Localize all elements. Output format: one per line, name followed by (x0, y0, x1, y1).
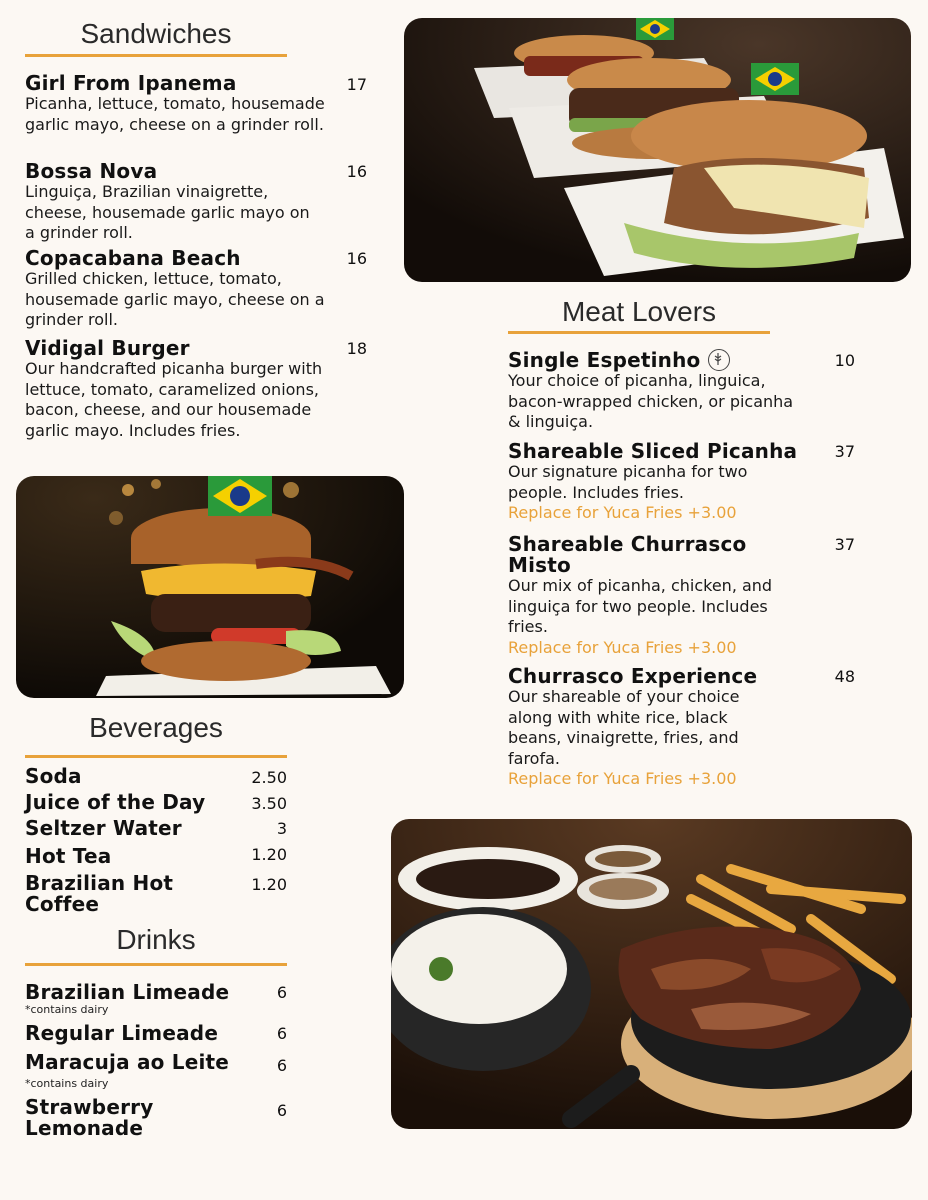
item-price: 1.20 (251, 875, 287, 894)
beverage-soda (25, 766, 235, 787)
dairy-note: *contains dairy (25, 1077, 109, 1090)
item-price: 2.50 (251, 768, 287, 787)
item-price: 3.50 (251, 794, 287, 813)
drinks-rule (25, 963, 287, 966)
burger-photo (16, 476, 404, 698)
item-price: 18 (346, 339, 367, 358)
item-name: Shareable Sliced Picanha (508, 439, 798, 463)
gluten-free-icon (708, 349, 730, 371)
item-name: Brazilian Limeade (25, 980, 230, 1004)
meat-lovers-title: Meat Lovers (561, 296, 717, 327)
menu-item-girl-from-ipanema (25, 73, 333, 135)
item-name: Vidigal Burger (25, 336, 190, 360)
item-name: Brazilian Hot Coffee (25, 871, 174, 916)
sandwiches-rule (25, 54, 287, 57)
item-price: 16 (346, 249, 367, 268)
item-name: Copacabana Beach (25, 246, 241, 270)
drink-brazilian-limeade (25, 982, 265, 1016)
item-name: Seltzer Water (25, 816, 182, 840)
item-price: 6 (276, 983, 287, 1002)
menu-item-bossa-nova (25, 161, 315, 244)
item-name: Strawberry Lemonade (25, 1095, 154, 1140)
item-description: Our signature picanha for two people. Includes fries. (508, 462, 748, 502)
item-price: 1.20 (251, 845, 287, 864)
beverage-hot-tea (25, 846, 235, 867)
item-name: Girl From Ipanema (25, 71, 237, 95)
item-price: 48 (834, 667, 855, 686)
yuca-fries-upgrade: Replace for Yuca Fries +3.00 (508, 637, 737, 657)
drink-strawberry-lemonade (25, 1097, 175, 1139)
item-description: Grilled chicken, lettuce, tomato, housemade garlic mayo, cheese on a grinder roll. (25, 269, 325, 329)
item-name: Shareable Churrasco Misto (508, 532, 747, 577)
menu-item-single-espetinho (508, 349, 798, 433)
item-price: 16 (346, 162, 367, 181)
item-description: Picanha, lettuce, tomato, housemade garlic mayo, cheese on a grinder roll. (25, 94, 325, 134)
item-name: Hot Tea (25, 844, 112, 868)
drink-maracuja-ao-leite (25, 1052, 265, 1090)
item-price: 6 (276, 1024, 287, 1043)
item-name: Regular Limeade (25, 1021, 219, 1045)
churrasco-photo (391, 819, 912, 1129)
item-price: 3 (276, 819, 287, 838)
beverages-title: Beverages (89, 712, 223, 743)
menu-item-shareable-sliced-picanha (508, 441, 808, 524)
yuca-fries-upgrade: Replace for Yuca Fries +3.00 (508, 503, 737, 522)
item-price: 10 (834, 351, 855, 370)
item-name-text: Single Espetinho (508, 347, 701, 372)
beverage-juice-of-the-day (25, 792, 235, 813)
beverage-brazilian-hot-coffee (25, 873, 195, 915)
sandwiches-photo (404, 18, 911, 282)
item-description: Linguiça, Brazilian vinaigrette, cheese, housemade garlic mayo on a grinder roll. (25, 182, 310, 242)
item-name (508, 349, 798, 371)
item-description: Our mix of picanha, chicken, and linguiça for two people. Includes fries. (508, 576, 773, 636)
dairy-note: *contains dairy (25, 1003, 109, 1016)
drinks-title: Drinks (116, 924, 196, 955)
sandwiches-title: Sandwiches (80, 18, 232, 49)
menu-item-churrasco-experience (508, 666, 798, 790)
menu-item-shareable-churrasco-misto (508, 534, 778, 658)
menu-item-vidigal-burger (25, 338, 335, 441)
item-name: Bossa Nova (25, 159, 158, 183)
drink-regular-limeade (25, 1023, 265, 1044)
beverage-seltzer-water (25, 818, 235, 839)
item-name: Maracuja ao Leite (25, 1050, 230, 1074)
item-price: 37 (834, 442, 855, 461)
item-description: Your choice of picanha, linguica, bacon-wrapped chicken, or picanha & linguiça. (508, 371, 794, 431)
item-price: 6 (276, 1101, 287, 1120)
meat-lovers-rule (508, 331, 770, 334)
item-description: Our shareable of your choice along with white rice, black beans, vinaigrette, fries, and farofa. (508, 687, 740, 768)
item-price: 6 (276, 1056, 287, 1075)
item-name: Juice of the Day (25, 790, 206, 814)
beverages-rule (25, 755, 287, 758)
item-name: Churrasco Experience (508, 664, 758, 688)
item-price: 37 (834, 535, 855, 554)
menu-item-copacabana-beach (25, 248, 325, 331)
item-price: 17 (346, 75, 367, 94)
yuca-fries-upgrade: Replace for Yuca Fries +3.00 (508, 769, 737, 788)
item-description: Our handcrafted picanha burger with lettuce, tomato, caramelized onions, bacon, cheese, and our housemade garlic mayo. Includes fries. (25, 359, 323, 440)
item-name: Soda (25, 764, 82, 788)
